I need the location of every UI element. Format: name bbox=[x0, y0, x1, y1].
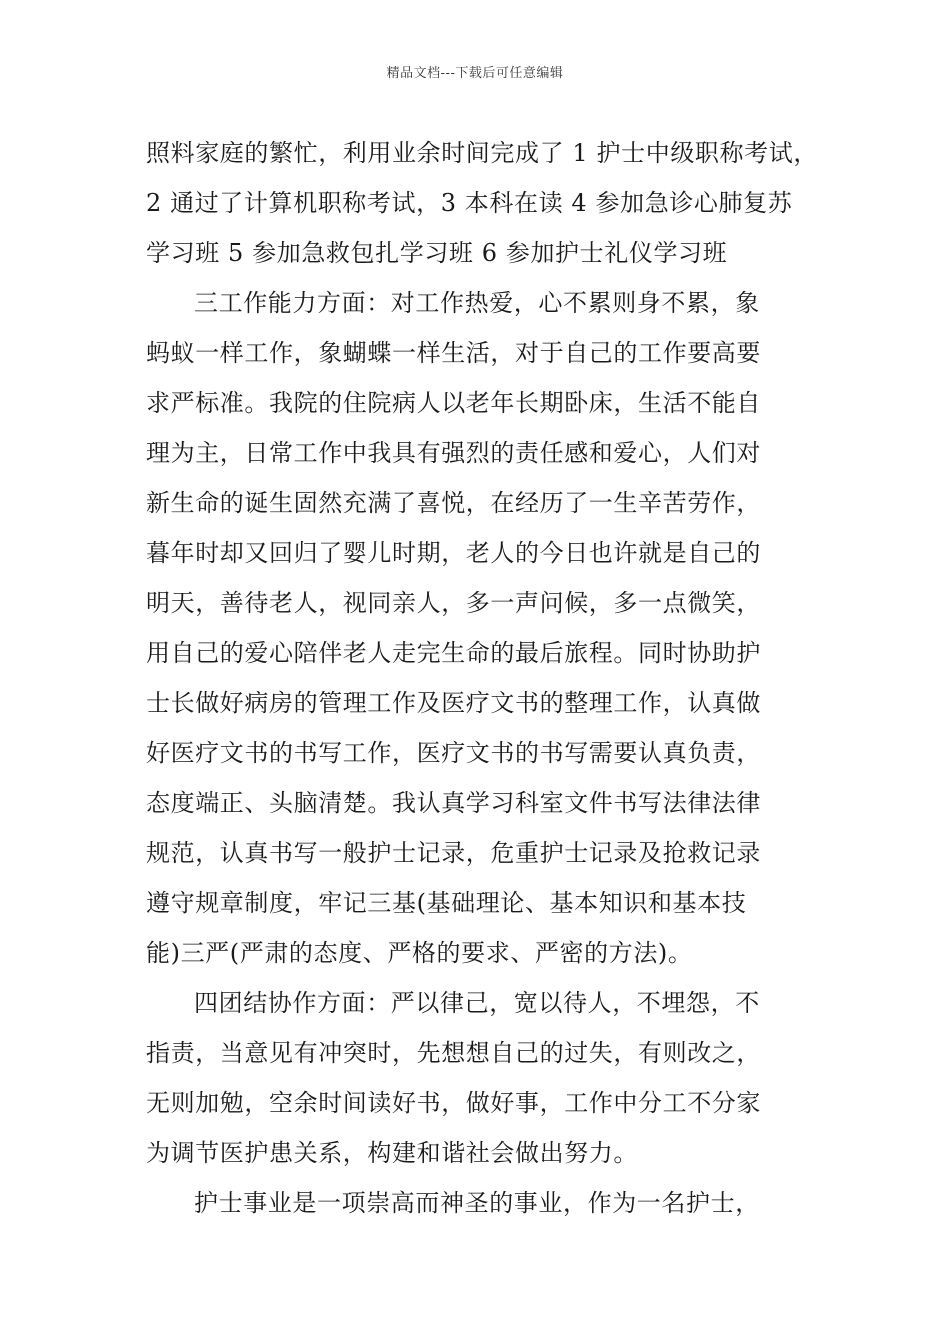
text-line: 照料家庭的繁忙，利用业余时间完成了 1 护士中级职称考试， bbox=[146, 139, 818, 167]
text-line: 学习班 5 参加急救包扎学习班 6 参加护士礼仪学习班 bbox=[146, 239, 728, 267]
paragraph-work-ability bbox=[146, 278, 806, 978]
text-line: 理为主，日常工作中我具有强烈的责任感和爱心，人们对 bbox=[146, 439, 761, 467]
text-line: 求严标准。我院的住院病人以老年长期卧床，生活不能自 bbox=[146, 389, 761, 417]
text-line: 规范，认真书写一般护士记录，危重护士记录及抢救记录 bbox=[146, 839, 761, 867]
text-line: 明天，善待老人，视同亲人，多一声问候，多一点微笑， bbox=[146, 589, 761, 617]
text-line: 遵守规章制度，牢记三基(基础理论、基本知识和基本技 bbox=[146, 889, 747, 917]
document-body bbox=[146, 128, 818, 1228]
text-line: 为调节医护患关系，构建和谐社会做出努力。 bbox=[146, 1139, 638, 1167]
text-line: 指责，当意见有冲突时，先想想自己的过失，有则改之， bbox=[146, 1039, 761, 1067]
text-line: 士长做好病房的管理工作及医疗文书的整理工作，认真做 bbox=[146, 689, 761, 717]
text-line: 新生命的诞生固然充满了喜悦，在经历了一生辛苦劳作， bbox=[146, 489, 761, 517]
paragraph-nursing-career bbox=[146, 1178, 806, 1228]
paragraph-teamwork bbox=[146, 978, 806, 1178]
text-line: 护士事业是一项崇高而神圣的事业，作为一名护士， bbox=[194, 1189, 760, 1217]
paragraph-continuation bbox=[146, 128, 818, 278]
text-line: 四团结协作方面：严以律己，宽以待人，不埋怨，不 bbox=[194, 989, 760, 1017]
text-line: 暮年时却又回归了婴儿时期，老人的今日也许就是自己的 bbox=[146, 539, 761, 567]
page-header: 精品文档---下载后可任意编辑 bbox=[386, 66, 564, 81]
text-line: 蚂蚁一样工作，象蝴蝶一样生活，对于自己的工作要高要 bbox=[146, 339, 761, 367]
text-line: 2 通过了计算机职称考试，3 本科在读 4 参加急诊心肺复苏 bbox=[146, 189, 793, 217]
text-line: 态度端正、头脑清楚。我认真学习科室文件书写法律法律 bbox=[146, 789, 761, 817]
text-line: 用自己的爱心陪伴老人走完生命的最后旅程。同时协助护 bbox=[146, 639, 761, 667]
text-line: 能)三严(严肃的态度、严格的要求、严密的方法)。 bbox=[146, 939, 693, 967]
text-line: 三工作能力方面：对工作热爱，心不累则身不累，象 bbox=[194, 289, 760, 317]
text-line: 无则加勉，空余时间读好书，做好事，工作中分工不分家 bbox=[146, 1089, 761, 1117]
text-line: 好医疗文书的书写工作，医疗文书的书写需要认真负责， bbox=[146, 739, 761, 767]
